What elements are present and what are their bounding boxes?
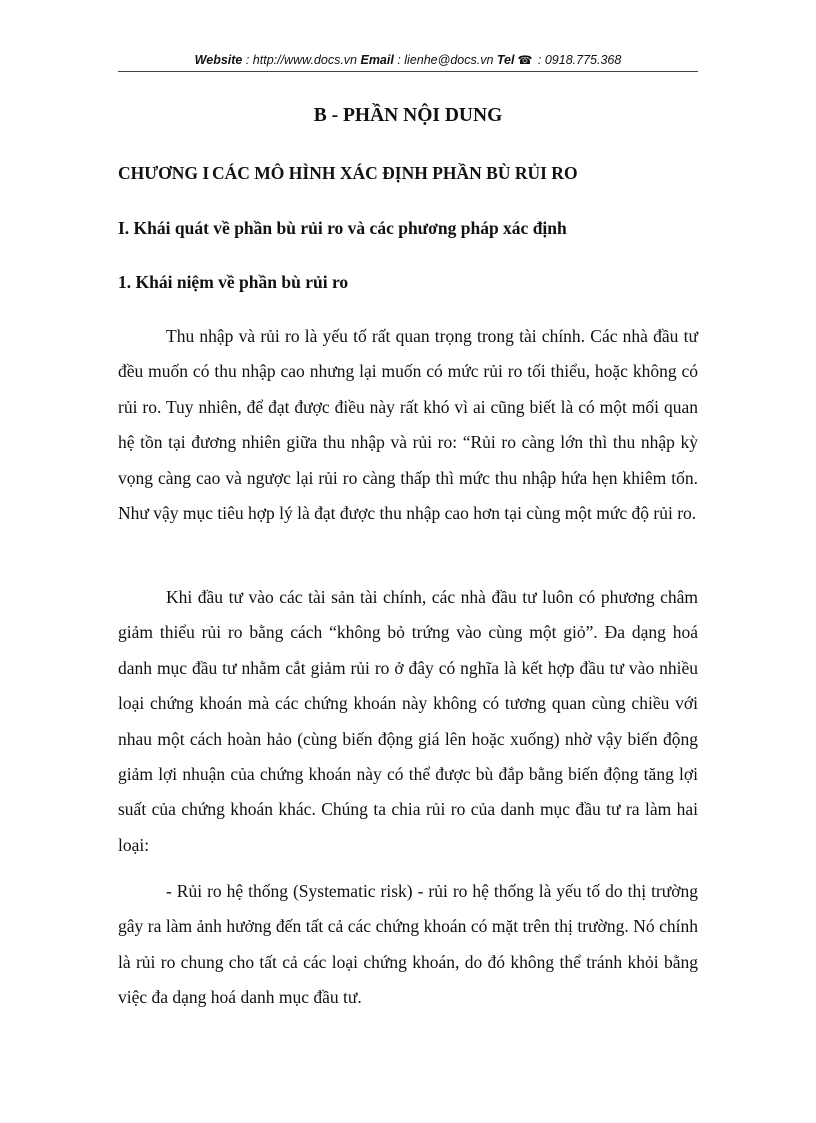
body-paragraph-3: - Rủi ro hệ thống (Systematic risk) - rủi ro hệ thống là yếu tố do thị trường gây ra làm ảnh hưởng đến tất cả các chứng khoán có mặt trên thị trường. Nó chính là rủi ro chung cho tất cả các loại chứng khoán, do đó không thể tránh khỏi bằng việc đa dạng hoá danh mục đầu tư. bbox=[118, 881, 698, 1008]
subsection-heading: 1. Khái niệm về phần bù rủi ro bbox=[118, 272, 349, 292]
section-heading: I. Khái quát về phần bù rủi ro và các phương pháp xác định bbox=[118, 218, 567, 238]
chapter-number: CHƯƠNG I bbox=[118, 163, 210, 183]
website-value: : http://www.docs.vn bbox=[242, 53, 361, 67]
part-title: B - PHẦN NỘI DUNG bbox=[313, 105, 503, 126]
chapter-heading bbox=[118, 160, 698, 186]
email-label: Email bbox=[360, 53, 394, 67]
body-paragraph-1: Thu nhập và rủi ro là yếu tố rất quan trọng trong tài chính. Các nhà đầu tư đều muốn có thu nhập cao nhưng lại muốn có mức rủi ro tối thiểu, hoặc không có rủi ro. Tuy nhiên, để đạt được điều này rất khó vì ai cũng biết là có một mối quan hệ tồn tại đương nhiên giữa thu nhập và rủi ro: “Rủi ro càng lớn thì thu nhập kỳ vọng càng cao và ngược lại rủi ro càng thấp thì mức thu nhập hứa hẹn khiêm tốn. Như vậy mục tiêu hợp lý là đạt được thu nhập cao hơn tại cùng một mức độ rủi ro. bbox=[118, 326, 698, 524]
body-paragraph-2: Khi đầu tư vào các tài sản tài chính, các nhà đầu tư luôn có phương châm giảm thiểu rủi ro bằng cách “không bỏ trứng vào cùng một giỏ”. Đa dạng hoá danh mục đầu tư nhằm cắt giảm rủi ro ở đây có nghĩa là kết hợp đầu tư vào nhiều loại chứng khoán mà các chứng khoán này không có tương quan cùng chiều với nhau một cách hoàn hảo (cùng biến động giá lên hoặc xuống) nhờ vậy biến động giảm lợi nhuận của chứng khoán này có thể được bù đắp bằng biến động tăng lợi suất của chứng khoán khác. Chúng ta chia rủi ro của danh mục đầu tư ra làm hai loại: bbox=[118, 587, 698, 855]
page-header bbox=[118, 50, 698, 71]
header-divider bbox=[118, 71, 698, 72]
tel-value: : 0918.775.368 bbox=[534, 53, 622, 67]
tel-label: Tel bbox=[496, 53, 515, 67]
chapter-title: CÁC MÔ HÌNH XÁC ĐỊNH PHẦN BÙ RỦI RO bbox=[212, 163, 578, 183]
phone-icon: ☎ bbox=[517, 53, 533, 67]
email-value: : lienhe@docs.vn bbox=[393, 53, 497, 67]
website-label: Website bbox=[194, 53, 243, 67]
